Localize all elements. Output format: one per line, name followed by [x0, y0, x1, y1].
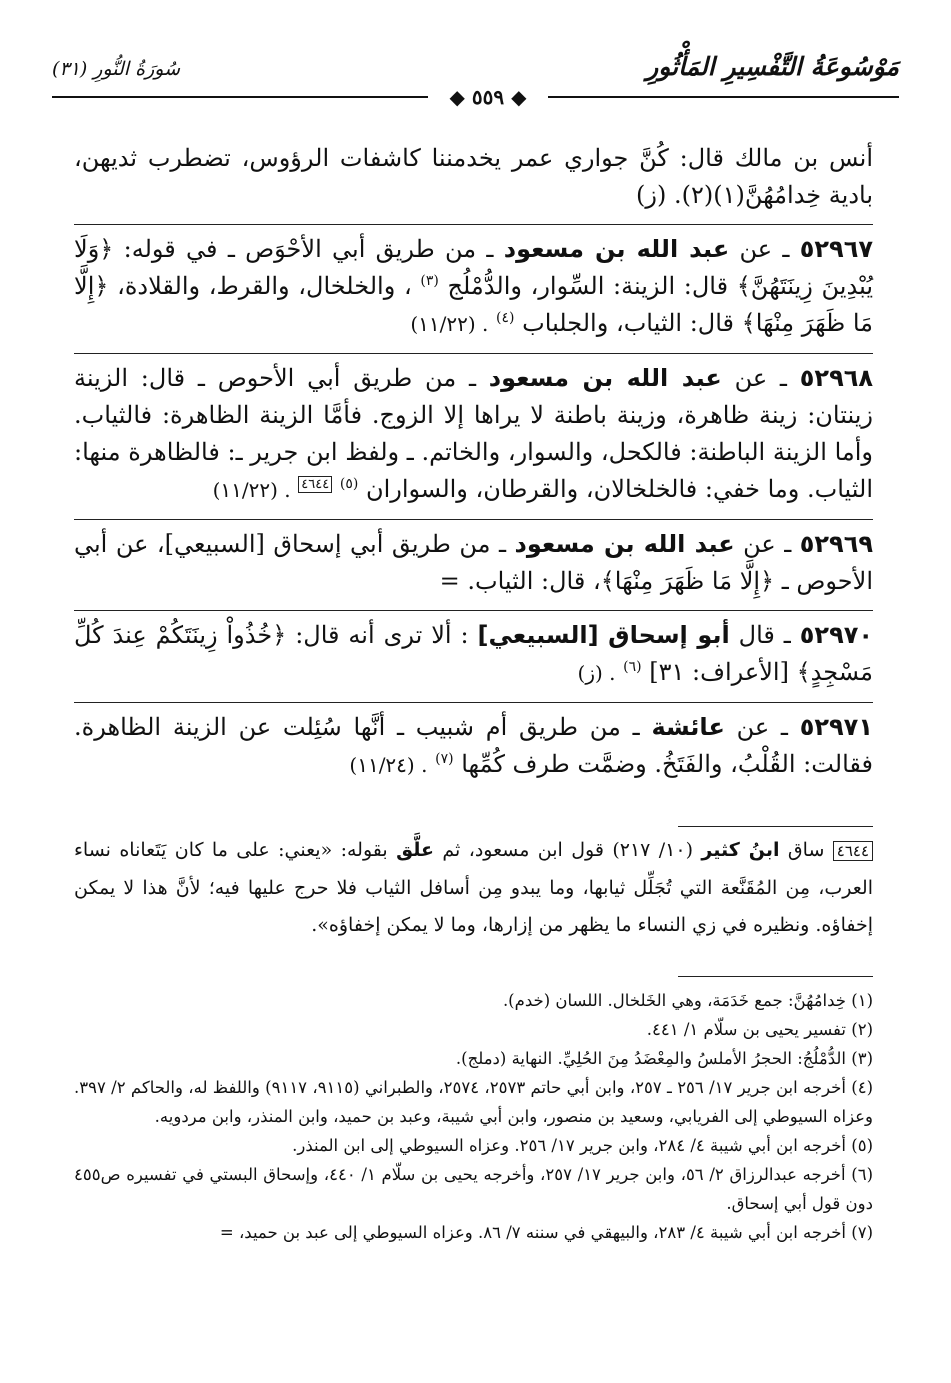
footnote-ref[interactable]: (٧): [435, 751, 454, 767]
source-ref: . (١١/٢٤): [349, 753, 428, 777]
narration-52968: ٥٢٩٦٨ ـ عن عبد الله بن مسعود ـ من طريق أبي الأحوص ـ قال: الزينة زينتان: زينة ظاهرة، وزينة باطنة لا يراها إلا الزوج. فأمَّا الزينة الظاهرة: فالثياب. وأما الزينة الباطنة: فالكحل، والسوار، والخاتم. ـ ولفظ ابن جرير ـ: فالظاهرة منها: الثياب. وما خفي: فالخلخالان، والقرطان، والسواران $^{(٥)}$ $^{٤٦٤٤}$ . (١١/٢٢): [74, 364, 874, 503]
main-text: [74, 140, 873, 794]
footnote-2: (٢) تفسير يحيى بن سلّام ١/ ٤٤١.: [646, 1020, 873, 1039]
source-ref: . (ز): [577, 661, 616, 685]
narration-number: ٥٢٩٦٨: [799, 364, 874, 392]
narration-number: ٥٢٩٧١: [799, 713, 873, 741]
narration-text: ـ من طريق أبي الأحْوَص ـ في قوله: ﴿وَلَا يُبْدِينَ زِينَتَهُنَّ﴾ قال: الزينة: السِّوار، والدُّمْلُج: [74, 235, 874, 300]
narration-text: : ألا ترى أنه قال: ﴿خُذُواْ زِينَتَكُمْ عِندَ كُلِّ مَسْجِدٍ﴾ [الأعراف: ٣١]: [74, 621, 873, 686]
footnote-6: (٦) أخرجه عبدالرزاق ٢/ ٥٦، وابن جرير ١٧/ ٢٥٧، وأخرجه يحيى بن سلّام ١/ ٤٤٠، وإسحاق البستي في تفسيره ص٤٥٥ دون قول أبي إسحاق.: [74, 1165, 874, 1213]
footnote-1: (١) خِدامُهُنَّ: جمع خَدَمَة، وهي الخَلخال. اللسان (خدم).: [502, 991, 873, 1010]
narration-text: ـ من طريق أبي الأحوص ـ قال: الزينة زينتان: زينة ظاهرة، وزينة باطنة لا يراها إلا الزوج. فأمَّا الزينة الظاهرة: فالثياب. وأما الزينة الباطنة: فالكحل، والسوار، والخاتم. ـ ولفظ ابن جرير ـ: فالظاهرة منها: الثياب. وما خفي: فالخلخالان، والقرطان، والسواران: [74, 364, 873, 503]
footnote-ref[interactable]: (٥): [339, 476, 359, 492]
page-number: ◆ ٥٥٩ ◆: [428, 86, 548, 108]
divider: [74, 610, 873, 611]
footnote-7: (٧) أخرجه ابن أبي شيبة ٤/ ٢٨٣، والبيهقي في سننه ٧/ ٨٦. وعزاه السيوطي إلى عبد بن حميد، =: [219, 1223, 873, 1242]
footnote-separator: [678, 976, 873, 977]
tafsir-note-tag: ٤٦٤٤: [833, 841, 873, 861]
narrator-name: عائشة: [651, 713, 725, 741]
scholar-name: ابنُ كثير: [701, 839, 780, 861]
series-title: مَوْسُوعَةُ التَّفْسِيرِ المَأْثُورِ: [646, 52, 899, 81]
narration-number: ٥٢٩٧٠: [799, 621, 874, 649]
source-ref: . (١١/٢٢): [212, 478, 291, 502]
narrator-name: عبد الله بن مسعود: [514, 530, 735, 558]
narrator-name: عبد الله بن مسعود: [488, 364, 722, 392]
narration-text: ـ من طريق أم شبيب ـ أنَّها سُئِلت عن الزينة الظاهرة. فقالت: القُلْبُ، والفَتَخُ. وضمَّت طرف كُمِّها: [74, 713, 873, 778]
surah-title: سُورَةُ النُّورِ (٣١): [52, 58, 180, 80]
footnote-5: (٥) أخرجه ابن أبي شيبة ٤/ ٢٨٤، وابن جرير ١٧/ ٢٥٦. وعزاه السيوطي إلى ابن المنذر.: [292, 1136, 873, 1155]
footnote-3: (٣) الدُّمْلُجُ: الحجرُ الأملسُ والمِعْضَدُ مِنَ الحُلِيِّ. النهاية (دملج).: [455, 1049, 873, 1068]
tafsir-tag[interactable]: ٤٦٤٤: [298, 476, 332, 493]
narration-52969: ٥٢٩٦٩ ـ عن عبد الله بن مسعود ـ من طريق أبي إسحاق [السبيعي]، عن أبي الأحوص ـ ﴿إِلَّا مَا ظَهَرَ مِنْهَا﴾، قال: الثياب. =: [74, 530, 873, 595]
footnote-ref[interactable]: (٣): [420, 273, 439, 289]
narration-text: ـ من طريق أبي إسحاق [السبيعي]، عن أبي الأحوص ـ ﴿إِلَّا مَا ظَهَرَ مِنْهَا﴾، قال: الثياب. =: [74, 530, 873, 595]
section-separator: [678, 826, 873, 827]
paragraph-continued: أنس بن مالك قال: كُنَّ جواري عمر يخدمننا كاشفات الرؤوس، تضطرب ثديهن، بادية خِدامُهُنَّ(١)(٢). (ز): [74, 144, 873, 209]
footnote-ref[interactable]: (٤): [496, 310, 515, 326]
narration-number: ٥٢٩٦٧: [799, 235, 873, 263]
narration-text: ، والخلخال، والقرط، والقلادة، ﴿إِلَّا مَا ظَهَرَ مِنْهَا﴾ قال: الثياب، والجلباب: [74, 272, 873, 337]
footnotes: [74, 986, 873, 1247]
tafsir-note: ٤٦٤٤ ساق ابنُ كثير (١٠/ ٢١٧) قول ابن مسعود، ثم علَّق بقوله: «يعني: على ما كان يَتَعاناه نساء العرب، مِن المُقَنَّعة التي تُجَلِّل ثيابها، وما يبدو مِن أسافل الثياب فلا حرج عليها فيه؛ لأنَّ هذا لا يمكن إخفاؤه. ونظيره في زي النساء ما يظهر من إزارها، وما لا يمكن إخفاؤه».: [74, 839, 873, 936]
narration-number: ٥٢٩٦٩: [799, 530, 873, 558]
narration-52970: ٥٢٩٧٠ ـ قال أبو إسحاق [السبيعي] : ألا ترى أنه قال: ﴿خُذُواْ زِينَتَكُمْ عِندَ كُلِّ مَسْجِدٍ﴾ [الأعراف: ٣١] $^{(٦)}$ . (ز): [74, 621, 874, 686]
narration-52967: ٥٢٩٦٧ ـ عن عبد الله بن مسعود ـ من طريق أبي الأحْوَص ـ في قوله: ﴿وَلَا يُبْدِينَ زِينَتَهُنَّ﴾ قال: الزينة: السِّوار، والدُّمْلُج $^{(٣)}$ ، والخلخال، والقرط، والقلادة، ﴿إِلَّا مَا ظَهَرَ مِنْهَا﴾ قال: الثياب، والجلباب $^{(٤)}$ . (١١/٢٢): [74, 235, 874, 337]
narration-52971: ٥٢٩٧١ ـ عن عائشة ـ من طريق أم شبيب ـ أنَّها سُئِلت عن الزينة الظاهرة. فقالت: القُلْبُ، والفَتَخُ. وضمَّت طرف كُمِّها $^{(٧)}$ . (١١/٢٤): [74, 713, 873, 778]
narrator-name: أبو إسحاق [السبيعي]: [477, 621, 730, 649]
divider: [74, 519, 873, 520]
narrator-name: عبد الله بن مسعود: [503, 235, 730, 263]
footnote-4: (٤) أخرجه ابن جرير ١٧/ ٢٥٦ ـ ٢٥٧، وابن أبي حاتم ٢٥٧٣، ٢٥٧٤، والطبراني (٩١١٥، ٩١١٧) واللفظ له، والحاكم ٢/ ٣٩٧. وعزاه السيوطي إلى الفريابي، وسعيد بن منصور، وابن أبي شيبة، وعبد بن حميد، وابن المنذر، وابن مردويه.: [74, 1078, 874, 1126]
page-number-value: ٥٥٩: [471, 85, 505, 109]
divider: [74, 702, 873, 703]
divider: [74, 353, 873, 354]
footnote-ref[interactable]: (٦): [623, 659, 642, 675]
source-ref: . (١١/٢٢): [410, 312, 489, 336]
divider: [74, 224, 873, 225]
